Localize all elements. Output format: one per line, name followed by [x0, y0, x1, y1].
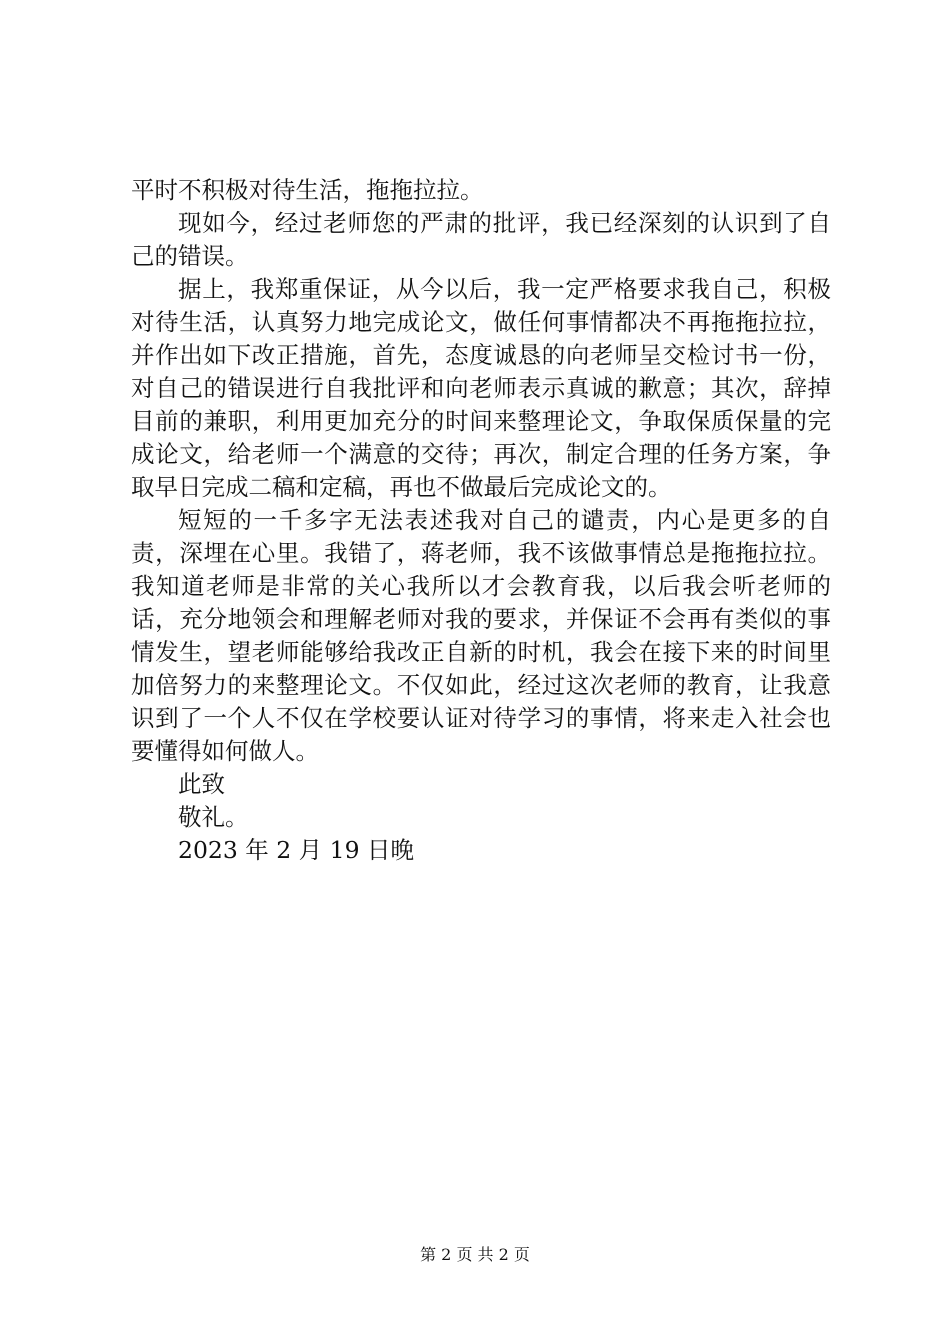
letter-date: 2023 年 2 月 19 日晚 — [178, 836, 415, 864]
letter-body — [131, 174, 831, 867]
paragraph-continuation: 平时不积极对待生活，拖拖拉拉。 — [131, 176, 484, 204]
page-number-label: 第 2 页 共 2 页 — [420, 1245, 530, 1264]
page-footer — [0, 1243, 950, 1267]
paragraph-realization: 现如今，经过老师您的严肃的批评，我已经深刻的认识到了自己的错误。 — [131, 209, 831, 270]
closing-salutation: 此致 — [178, 770, 225, 798]
paragraph-reflection: 短短的一千多字无法表述我对自己的谴责，内心是更多的自责，深埋在心里。我错了，蒋老师，我不该做事情总是拖拖拉拉。我知道老师是非常的关心我所以才会教育我，以后我会听老师的话，充分地领会和理解老师对我的要求，并保证不会再有类似的事情发生，望老师能够给我改正自新的时机，我会在接下来的时间里加倍努力的来整理论文。不仅如此，经过这次老师的教育，让我意识到了一个人不仅在学校要认证对待学习的事情，将来走入社会也要懂得如何做人。 — [131, 506, 831, 765]
closing-regards: 敬礼。 — [178, 803, 249, 831]
paragraph-pledge: 据上，我郑重保证，从今以后，我一定严格要求我自己，积极对待生活，认真努力地完成论文，做任何事情都决不再拖拖拉拉，并作出如下改正措施，首先，态度诚恳的向老师呈交检讨书一份，对自己的错误进行自我批评和向老师表示真诚的歉意；其次，辞掉目前的兼职，利用更加充分的时间来整理论文，争取保质保量的完成论文，给老师一个满意的交待；再次，制定合理的任务方案，争取早日完成二稿和定稿，再也不做最后完成论文的。 — [131, 275, 831, 501]
